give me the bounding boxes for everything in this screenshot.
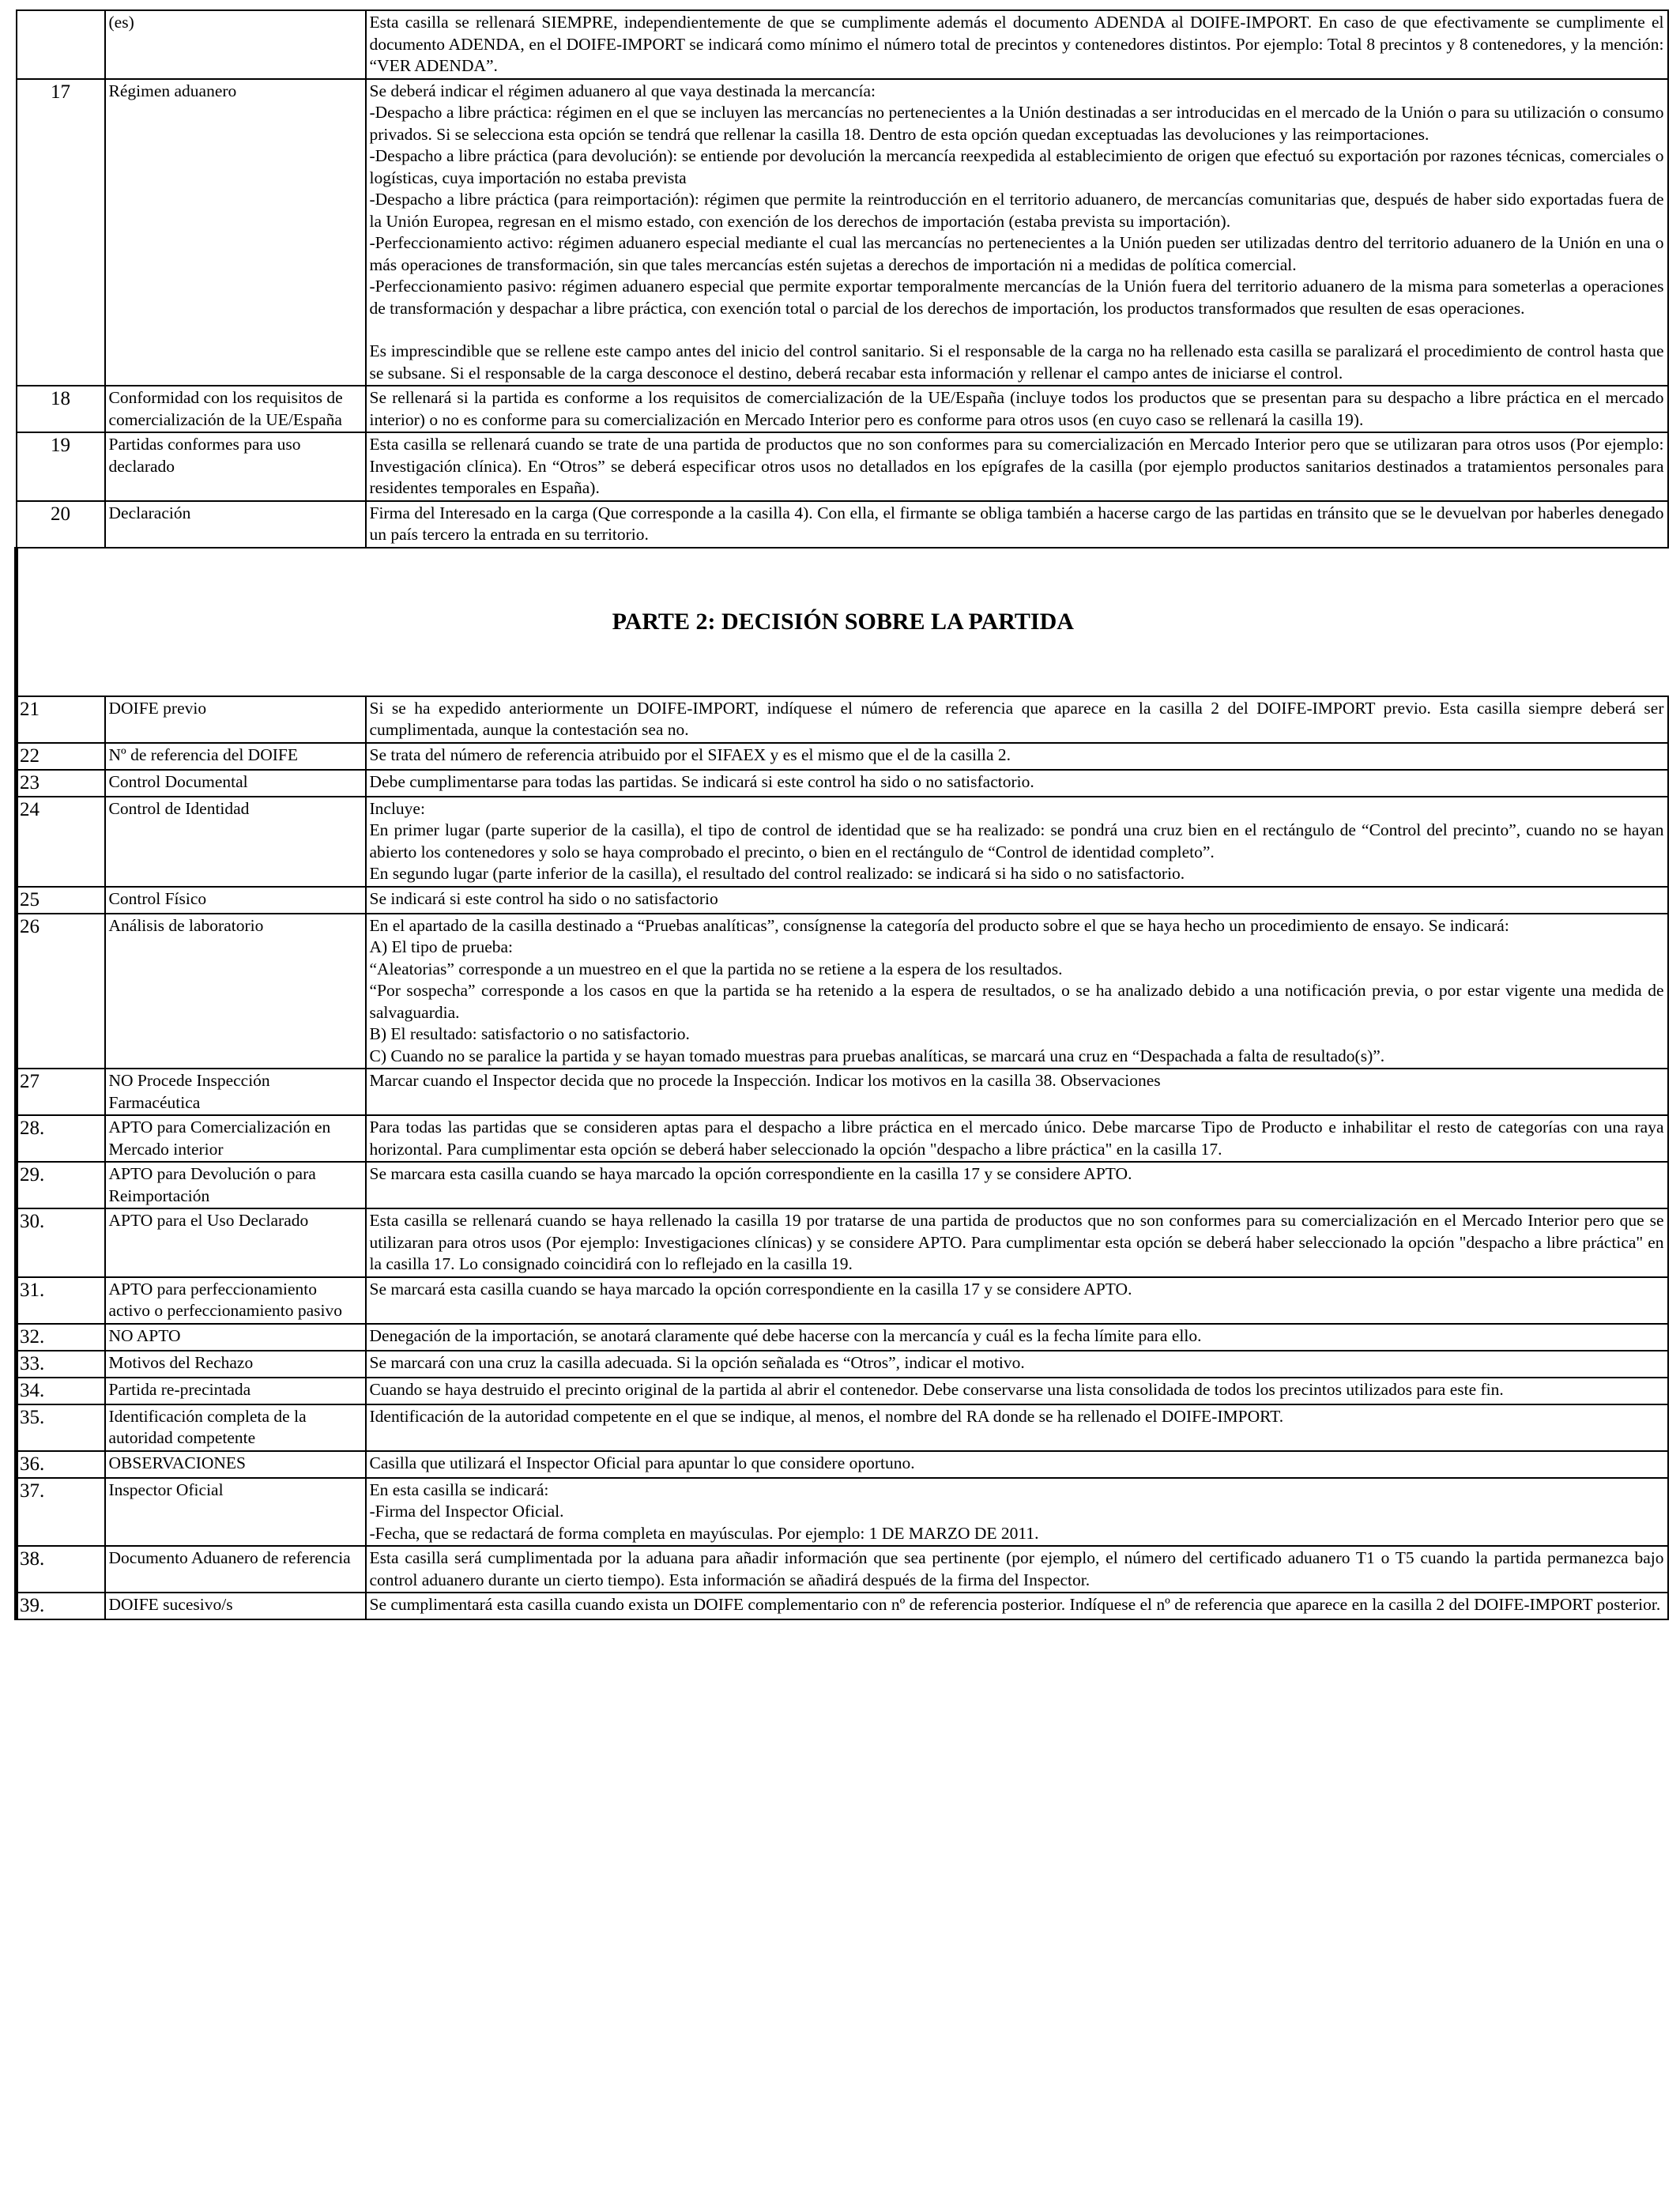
description-line: Esta casilla se rellenará cuando se haya rellenado la casilla 19 por tratarse de una partida de productos que no son conformes para su comercialización en el Mercado Interior pero que se utilizaran para otros usos (Por ejemplo: Investigaciones clínicas) y se considere APTO. Para cumplimentar esta opción se deberá haber seleccionado la opción "despacho a libre práctica" en la casilla 17. Lo consignado coincidirá con lo reflejado en la casilla 19. [369, 1211, 1664, 1273]
table-row [17, 1593, 1668, 1619]
description-line: Si se ha expedido anteriormente un DOIFE-IMPORT, indíquese el número de referencia que aparece en la casilla 2 del DOIFE-IMPORT previo. Esta casilla siempre deberá ser cumplimentada, aunque la contestación sea no. [369, 698, 1664, 739]
description-line: En primer lugar (parte superior de la casilla), el tipo de control de identidad que se ha realizado: se pondrá una cruz bien en el rectángulo de “Control del precinto”, cuando no se hayan abierto los contenedores y solo se haya comprobado el precinto, o bien en el rectángulo de “Control de identidad completo”. [369, 820, 1664, 861]
box-label: OBSERVACIONES [105, 1451, 366, 1478]
description-line [370, 319, 1664, 341]
box-number: 38. [17, 1546, 105, 1593]
box-label: Conformidad con los requisitos de comercialización de la UE/España [105, 386, 366, 432]
table-row [17, 1546, 1668, 1593]
box-description [366, 914, 1668, 1069]
box-description [366, 696, 1668, 743]
box-description [366, 1162, 1668, 1208]
description-line: Identificación de la autoridad competente en el que se indique, al menos, el nombre del RA donde se ha rellenado el DOIFE-IMPORT. [369, 1406, 1284, 1426]
description-line: “Aleatorias” corresponde a un muestreo en el que la partida no se retiene a la espera de los resultados. [369, 959, 1063, 978]
box-number: 30. [17, 1208, 105, 1277]
part2-body [17, 696, 1668, 1620]
description-line: Denegación de la importación, se anotará claramente qué debe hacerse con la mercancía y cuál es la fecha límite para ello. [369, 1325, 1202, 1345]
box-description [366, 1324, 1668, 1351]
table-row [17, 1277, 1668, 1324]
table-row [17, 1404, 1668, 1451]
box-number: 27 [17, 1069, 105, 1115]
instructions-table [14, 9, 1669, 1620]
table-row [17, 1069, 1668, 1115]
box-label: APTO para Comercialización en Mercado interior [105, 1115, 366, 1162]
box-description [366, 1208, 1668, 1277]
description-line: -Perfeccionamiento pasivo: régimen aduanero especial que permite exportar temporalmente mercancías de la Unión fuera del territorio aduanero de la misma para someterlas a operaciones de transformación y despachar a libre práctica, con exención total o parcial de los derechos de importación, los productos transformados que resulten de esas operaciones. [369, 277, 1664, 318]
box-number: 28. [17, 1115, 105, 1162]
table-row [17, 1115, 1668, 1162]
box-number: 24 [17, 797, 105, 887]
description-line: Debe cumplimentarse para todas las partidas. Se indicará si este control ha sido o no satisfactorio. [369, 771, 1034, 791]
box-label: Control Documental [105, 770, 366, 797]
description-line: Se rellenará si la partida es conforme a los requisitos de comercialización de la UE/España (incluye todos los productos que se presentan para su despacho a libre práctica en el mercado interior) o no es conforme para su comercialización en Mercado Interior pero es conforme para otros usos (en cuyo caso se rellenará la casilla 19). [369, 388, 1664, 429]
description-line: Para todas las partidas que se consideren aptas para el despacho a libre práctica en el mercado único. Debe marcarse Tipo de Producto e inhabilitar el resto de categorías con una raya horizontal. Para cumplimentar esta opción se deberá haber seleccionado la opción "despacho a libre práctica" en la casilla 17. [369, 1118, 1664, 1159]
box-number: 35. [17, 1404, 105, 1451]
description-line: A) El tipo de prueba: [369, 937, 514, 956]
description-line: Se deberá indicar el régimen aduanero al que vaya destinada la mercancía: [369, 81, 876, 100]
table-row [17, 1208, 1668, 1277]
table-row [17, 1451, 1668, 1478]
table-row [17, 1162, 1668, 1208]
box-description [366, 1115, 1668, 1162]
box-label: APTO para perfeccionamiento activo o perfeccionamiento pasivo [105, 1277, 366, 1324]
box-label: APTO para el Uso Declarado [105, 1208, 366, 1277]
box-label: Inspector Oficial [105, 1478, 366, 1547]
table-row [17, 887, 1668, 914]
box-label: Régimen aduanero [105, 79, 366, 386]
box-description [366, 1378, 1668, 1404]
description-line: Se indicará si este control ha sido o no satisfactorio [369, 888, 718, 908]
box-description [366, 1404, 1668, 1451]
description-line: Se trata del número de referencia atribuido por el SIFAEX y es el mismo que el de la casilla 2. [369, 745, 1011, 764]
description-line: Casilla que utilizará el Inspector Oficial para apuntar lo que considere oportuno. [369, 1453, 915, 1472]
box-number: 22 [17, 743, 105, 770]
box-description [366, 501, 1668, 548]
box-number: 29. [17, 1162, 105, 1208]
description-line: Cuando se haya destruido el precinto original de la partida al abrir el contenedor. Debe conservarse una lista consolidada de todos los precintos utilizados para este fin. [369, 1379, 1504, 1399]
box-label: Identificación completa de la autoridad competente [105, 1404, 366, 1451]
box-number: 18 [17, 386, 105, 432]
part1-body [17, 10, 1668, 548]
box-number: 23 [17, 770, 105, 797]
box-number: 26 [17, 914, 105, 1069]
box-description [366, 1069, 1668, 1115]
description-line: Marcar cuando el Inspector decida que no procede la Inspección. Indicar los motivos en la casilla 38. Observaciones [369, 1071, 1161, 1090]
description-line: En esta casilla se indicará: [369, 1480, 549, 1499]
part2-heading-row [17, 548, 1668, 696]
description-line: Se marcará esta casilla cuando se haya marcado la opción correspondiente en la casilla 17 y se considere APTO. [369, 1279, 1132, 1299]
description-line: Es imprescindible que se rellene este campo antes del inicio del control sanitario. Si el responsable de la carga no ha rellenado esta casilla se paralizará el procedimiento de control hasta que se subsane. Si el responsable de la carga desconoce el destino, deberá recabar esta información y rellenar el campo antes de iniciarse el control. [369, 341, 1664, 383]
table-row [17, 501, 1668, 548]
box-description [366, 79, 1668, 386]
box-description [366, 1478, 1668, 1547]
box-number: 32. [17, 1324, 105, 1351]
table-row [17, 1478, 1668, 1547]
box-description [366, 1546, 1668, 1593]
box-description [366, 743, 1668, 770]
box-number [17, 10, 105, 79]
box-description [366, 797, 1668, 887]
description-line: B) El resultado: satisfactorio o no satisfactorio. [369, 1024, 690, 1043]
box-label: NO Procede Inspección Farmacéutica [105, 1069, 366, 1115]
box-number: 17 [17, 79, 105, 386]
description-line: Se marcará con una cruz la casilla adecuada. Si la opción señalada es “Otros”, indicar el motivo. [369, 1352, 1025, 1372]
description-line: -Perfeccionamiento activo: régimen aduanero especial mediante el cual las mercancías no pertenecientes a la Unión pueden ser utilizadas dentro del territorio aduanero de la Unión en una o más operaciones de transformación, sin que tales mercancías estén sujetas a derechos de importación ni a medidas de política comercial. [369, 233, 1664, 274]
table-row [17, 1378, 1668, 1404]
part2-heading-body [17, 548, 1668, 696]
box-description [366, 1593, 1668, 1619]
box-number: 39. [17, 1593, 105, 1619]
box-description [366, 432, 1668, 501]
box-label: Partidas conformes para uso declarado [105, 432, 366, 501]
description-line: Esta casilla se rellenará SIEMPRE, independientemente de que se cumplimente además el documento ADENDA al DOIFE-IMPORT. En caso de que efectivamente se cumplimente el documento ADENDA, en el DOIFE-IMPORT se indicará como mínimo el número total de precintos y contenedores distintos. Por ejemplo: Total 8 precintos y 8 contenedores, y la mención: “VER ADENDA”. [369, 13, 1664, 75]
box-number: 34. [17, 1378, 105, 1404]
description-line: Se marcara esta casilla cuando se haya marcado la opción correspondiente en la casilla 17 y se considere APTO. [369, 1164, 1132, 1183]
box-number: 37. [17, 1478, 105, 1547]
box-label: Análisis de laboratorio [105, 914, 366, 1069]
box-number: 20 [17, 501, 105, 548]
table-row [17, 386, 1668, 432]
box-number: 19 [17, 432, 105, 501]
box-label: Partida re-precintada [105, 1378, 366, 1404]
description-line: -Fecha, que se redactará de forma completa en mayúsculas. Por ejemplo: 1 DE MARZO DE 2011. [369, 1523, 1039, 1543]
box-label: (es) [105, 10, 366, 79]
table-row [17, 770, 1668, 797]
description-line: Incluye: [369, 798, 425, 818]
box-description [366, 10, 1668, 79]
box-number: 31. [17, 1277, 105, 1324]
box-number: 36. [17, 1451, 105, 1478]
description-line: Esta casilla se rellenará cuando se trate de una partida de productos que no son conformes para su comercialización en Mercado Interior pero que se utilizaran para otros usos (Por ejemplo: Investigación clínica). En “Otros” se deberá especificar otros usos no detallados en los epígrafes de la casilla (por ejemplo productos sanitarios destinados a tratamientos personales para residentes temporales en España). [369, 435, 1664, 497]
box-label: Nº de referencia del DOIFE [105, 743, 366, 770]
table-row [17, 10, 1668, 79]
table-row [17, 432, 1668, 501]
table-row [17, 79, 1668, 386]
description-line: Esta casilla será cumplimentada por la aduana para añadir información que sea pertinente (por ejemplo, el número del certificado aduanero T1 o T5 cuando la partida permanezca bajo control aduanero durante un cierto tiempo). Esta información se añadirá después de la firma del Inspector. [369, 1548, 1664, 1589]
box-label: DOIFE sucesivo/s [105, 1593, 366, 1619]
box-description [366, 386, 1668, 432]
box-number: 21 [17, 696, 105, 743]
description-line: Se cumplimentará esta casilla cuando exista un DOIFE complementario con nº de referencia posterior. Indíquese el nº de referencia que aparece en la casilla 2 del DOIFE-IMPORT posterior. [369, 1595, 1661, 1614]
box-description [366, 1451, 1668, 1478]
description-line: “Por sospecha” corresponde a los casos en que la partida se ha retenido a la espera de resultados, o se ha analizado debido a una notificación previa, o por estar vigente una medida de salvaguardia. [369, 981, 1664, 1022]
description-line: C) Cuando no se paralice la partida y se hayan tomado muestras para pruebas analíticas, se marcará una cruz en “Despachada a falta de resultado(s)”. [369, 1046, 1385, 1065]
table-row [17, 1351, 1668, 1378]
box-description [366, 1351, 1668, 1378]
box-number: 25 [17, 887, 105, 914]
table-row [17, 797, 1668, 887]
box-label: NO APTO [105, 1324, 366, 1351]
table-row [17, 1324, 1668, 1351]
box-label: Control de Identidad [105, 797, 366, 887]
description-line: -Despacho a libre práctica (para reimportación): régimen que permite la reintroducción en el territorio aduanero, de mercancías comunitarias que, después de haber sido exportadas fuera de la Unión Europea, regresan en el mismo estado, con exención de los derechos de importación (estaba prevista su importación). [369, 190, 1664, 231]
box-label: APTO para Devolución o para Reimportación [105, 1162, 366, 1208]
part2-heading: PARTE 2: DECISIÓN SOBRE LA PARTIDA [17, 548, 1668, 696]
table-row [17, 743, 1668, 770]
box-label: Declaración [105, 501, 366, 548]
box-label: Motivos del Rechazo [105, 1351, 366, 1378]
description-line: En segundo lugar (parte inferior de la casilla), el resultado del control realizado: se indicará si ha sido o no satisfactorio. [369, 864, 1185, 883]
box-description [366, 770, 1668, 797]
description-line: -Firma del Inspector Oficial. [369, 1502, 564, 1521]
box-description [366, 1277, 1668, 1324]
description-line: -Despacho a libre práctica: régimen en el que se incluyen las mercancías no pertenecientes a la Unión destinadas a ser introducidas en el mercado de la Unión o para su utilización o consumo privados. Si se selecciona esta opción se tendrá que rellenar la casilla 18. Dentro de esta opción quedan exceptuadas las devoluciones y las reimportaciones. [369, 103, 1664, 144]
box-label: DOIFE previo [105, 696, 366, 743]
description-line: -Despacho a libre práctica (para devolución): se entiende por devolución la mercancía reexpedida al establecimiento de origen que efectuó su exportación por razones técnicas, comerciales o logísticas, cuya importación no estaba prevista [369, 146, 1664, 187]
box-label: Control Físico [105, 887, 366, 914]
table-row [17, 696, 1668, 743]
description-line: En el apartado de la casilla destinado a “Pruebas analíticas”, consígnense la categoría del producto sobre el que se haya hecho un procedimiento de ensayo. Se indicará: [369, 915, 1509, 935]
box-label: Documento Aduanero de referencia [105, 1546, 366, 1593]
box-description [366, 887, 1668, 914]
box-number: 33. [17, 1351, 105, 1378]
description-line: Firma del Interesado en la carga (Que corresponde a la casilla 4). Con ella, el firmante se obliga también a hacerse cargo de las partidas en tránsito que se le devuelvan por haberles denegado un país tercero la entrada en su territorio. [369, 503, 1664, 544]
table-row [17, 914, 1668, 1069]
